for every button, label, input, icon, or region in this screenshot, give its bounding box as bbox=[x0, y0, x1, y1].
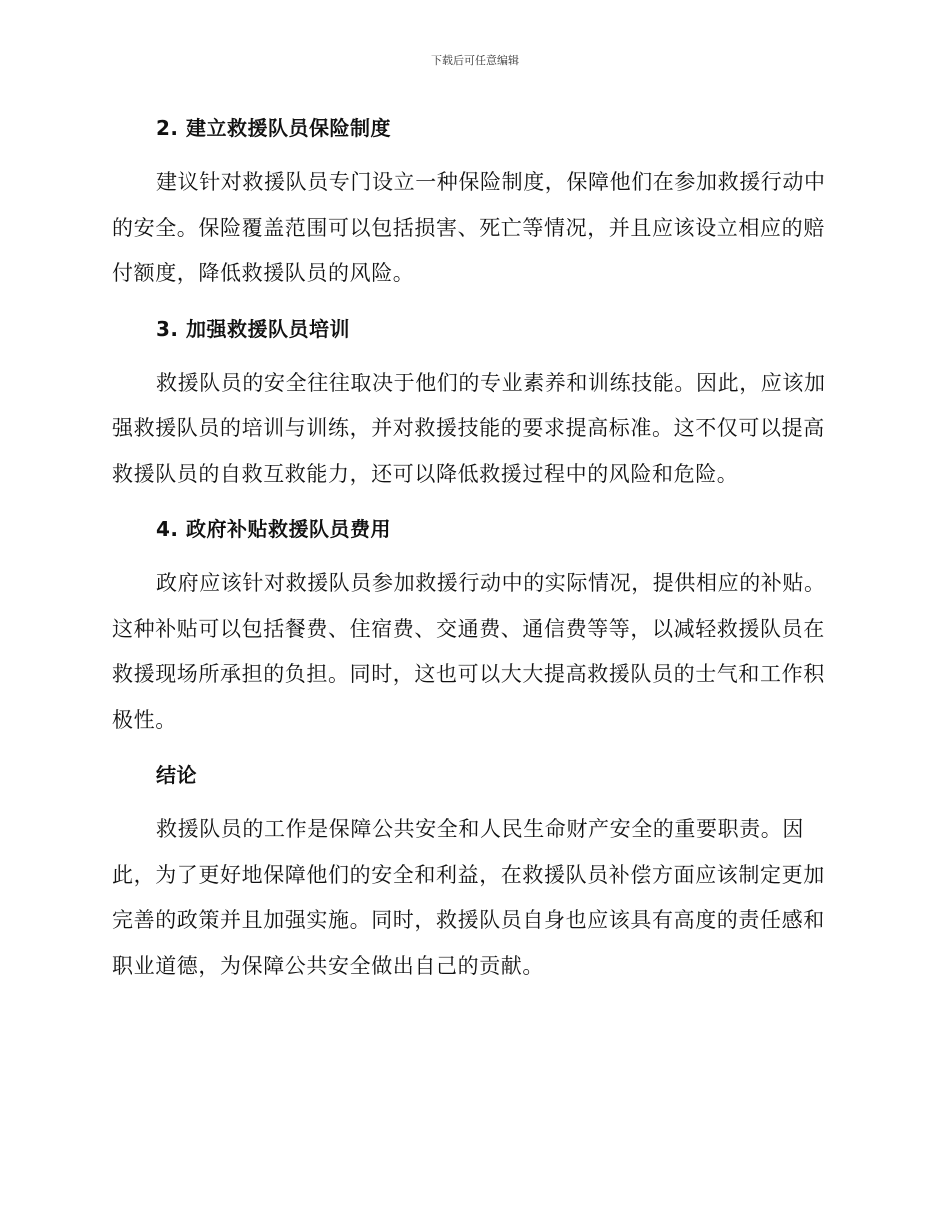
section-heading: 结论 bbox=[156, 763, 197, 787]
section-heading: 2. 建立救援队员保险制度 bbox=[156, 116, 391, 140]
section-paragraph: 救援队员的工作是保障公共安全和人民生命财产安全的重要职责。因此，为了更好地保障他们的安全和利益，在救援队员补偿方面应该制定更加完善的政策并且加强实施。同时，救援队员自身也应该具有高度的责任感和职业道德，为保障公共安全做出自己的贡献。 bbox=[112, 817, 825, 978]
section-paragraph: 救援队员的安全往往取决于他们的专业素养和训练技能。因此，应该加强救援队员的培训与训练，并对救援技能的要求提高标准。这不仅可以提高救援队员的自救互救能力，还可以降低救援过程中的风险和危险。 bbox=[112, 370, 826, 486]
section-insurance bbox=[112, 110, 832, 297]
section-training bbox=[112, 311, 832, 498]
section-heading: 4. 政府补贴救援队员费用 bbox=[156, 517, 391, 541]
section-subsidy bbox=[112, 511, 832, 743]
section-conclusion bbox=[112, 757, 832, 989]
section-paragraph: 政府应该针对救援队员参加救援行动中的实际情况，提供相应的补贴。这种补贴可以包括餐费、住宿费、交通费、通信费等等，以减轻救援队员在救援现场所承担的负担。同时，这也可以大大提高救援队员的士气和工作积极性。 bbox=[112, 571, 826, 732]
section-paragraph: 建议针对救援队员专门设立一种保险制度，保障他们在参加救援行动中的安全。保险覆盖范围可以包括损害、死亡等情况，并且应该设立相应的赔付额度，降低救援队员的风险。 bbox=[112, 170, 826, 285]
section-heading: 3. 加强救援队员培训 bbox=[156, 316, 350, 341]
page-header: 下载后可任意编辑 bbox=[431, 54, 519, 67]
document-body bbox=[112, 110, 832, 1003]
